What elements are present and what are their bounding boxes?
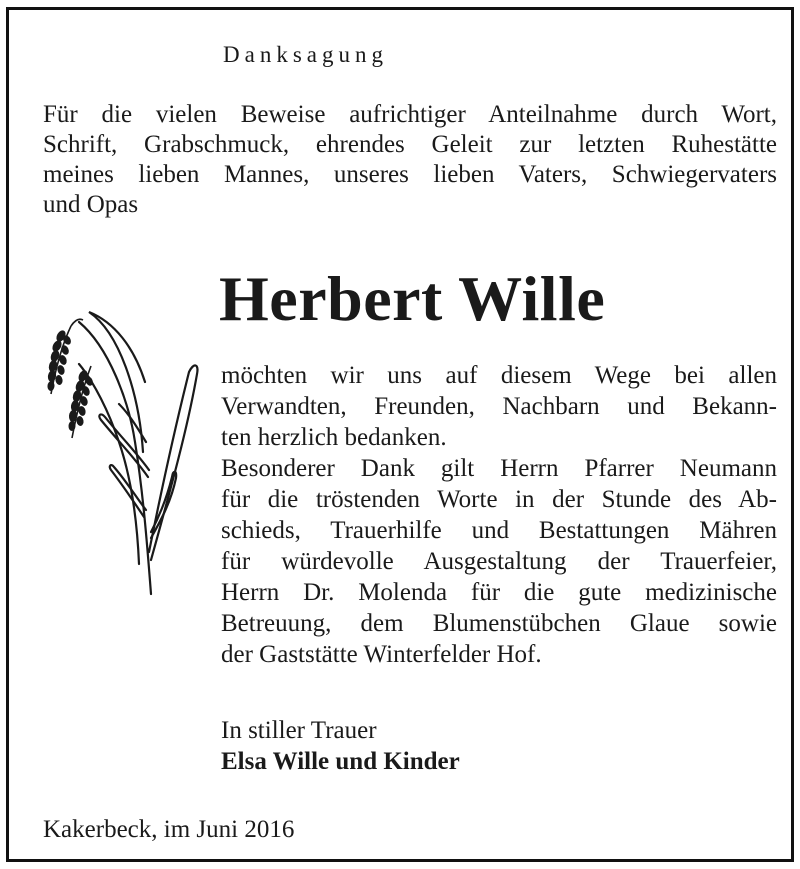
notice-heading: Danksagung [223, 42, 388, 67]
thanks-line: Besonderer Dank gilt Herrn Pfarrer Neumann [221, 455, 777, 482]
thanks-line: Verwandten, Freunden, Nachbarn und Bekann- [221, 393, 777, 420]
place-date: Kakerbeck, im Juni 2016 [43, 816, 295, 843]
thanks-line: ten herzlich bedanken. [221, 424, 447, 451]
thanks-line: schieds, Trauerhilfe und Bestattungen Mähren [221, 517, 777, 544]
intro-line: und Opas [43, 191, 139, 218]
thanks-line: möchten wir uns auf diesem Wege bei allen [221, 362, 777, 389]
intro-paragraph [43, 100, 777, 220]
wheat-icon [39, 302, 204, 597]
thanks-line: der Gaststätte Winterfelder Hof. [221, 641, 542, 668]
notice-frame [6, 7, 794, 862]
deceased-name: Herbert Wille [219, 263, 606, 334]
thanks-line: für würdevolle Ausgestaltung der Trauerfeier, [221, 548, 777, 575]
thanks-line: Herrn Dr. Molenda für die gute medizinische [221, 579, 777, 606]
intro-line: meines lieben Mannes, unseres lieben Vaters, Schwiegervaters [43, 161, 777, 188]
intro-line: Schrift, Grabschmuck, ehrendes Geleit zur letzten Ruhestätte [43, 131, 777, 158]
closing-text: In stiller Trauer [221, 717, 377, 744]
thanks-line: Betreuung, dem Blumenstübchen Glaue sowie [221, 610, 777, 637]
intro-line: Für die vielen Beweise aufrichtiger Anteilnahme durch Wort, [43, 101, 777, 128]
thanks-paragraph [221, 360, 777, 670]
thanks-line: für die tröstenden Worte in der Stunde des Ab- [221, 486, 777, 513]
signature: Elsa Wille und Kinder [221, 748, 460, 775]
